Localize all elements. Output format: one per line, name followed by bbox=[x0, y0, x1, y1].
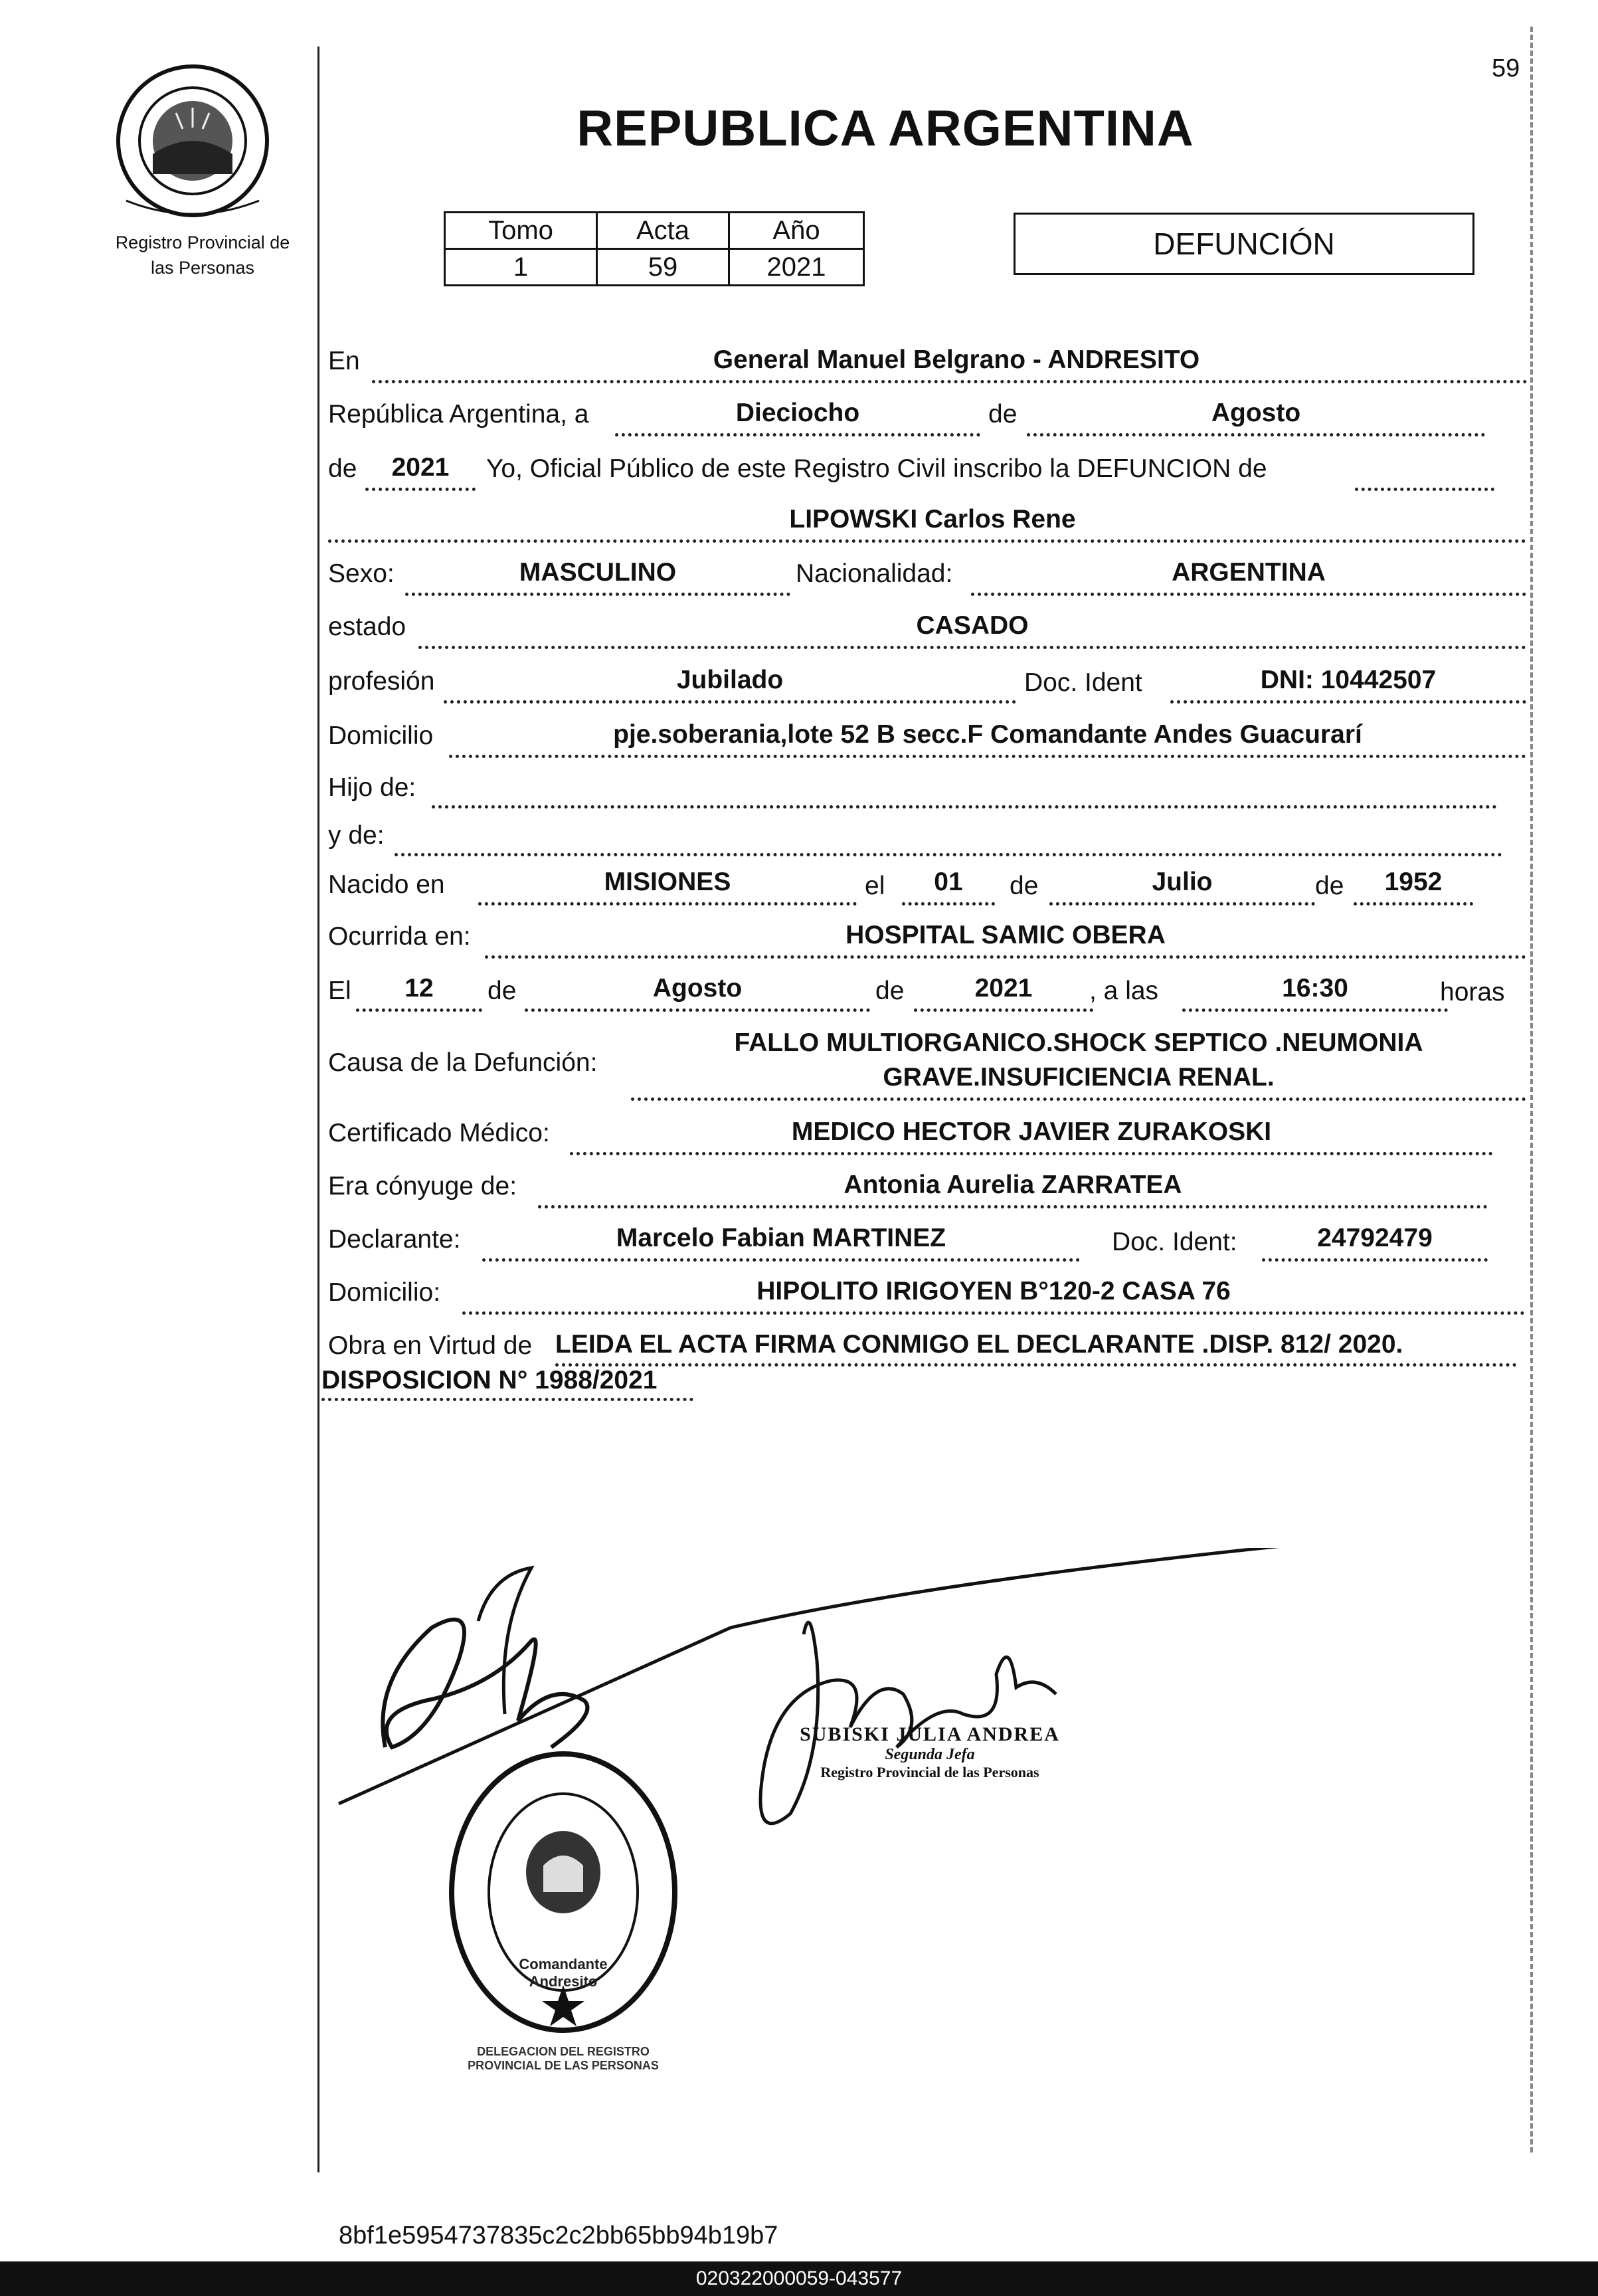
label-y-de: y de: bbox=[328, 821, 385, 850]
label-de: de bbox=[1010, 872, 1039, 900]
label-el: El bbox=[328, 977, 351, 1005]
label-declarante: Declarante: bbox=[328, 1225, 461, 1254]
record-header-tomo: Tomo bbox=[445, 213, 597, 249]
value-def-anio: 2021 bbox=[974, 974, 1033, 1003]
label-republica-a: República Argentina, a bbox=[328, 400, 589, 429]
value-profesion: Jubilado bbox=[676, 666, 784, 694]
label-domicilio: Domicilio bbox=[328, 721, 434, 750]
dotted-line bbox=[1354, 902, 1473, 906]
label-estado: estado bbox=[328, 613, 406, 641]
record-table bbox=[444, 211, 865, 286]
seal-ring-text: DELEGACION DEL REGISTRO PROVINCIAL DE LAS PERSONAS bbox=[468, 2045, 659, 2072]
signer-name: SUBISKI JULIA ANDREA bbox=[800, 1723, 1060, 1745]
value-causa-line1: FALLO MULTIORGANICO.SHOCK SEPTICO .NEUMONIA bbox=[734, 1028, 1423, 1057]
value-declarante: Marcelo Fabian MARTINEZ bbox=[616, 1224, 946, 1252]
label-hijo-de: Hijo de: bbox=[328, 773, 416, 802]
record-value-tomo: 1 bbox=[445, 249, 597, 286]
registry-caption-line2: las Personas bbox=[150, 258, 255, 278]
page-number: 59 bbox=[1492, 54, 1520, 82]
dotted-line bbox=[321, 1398, 693, 1401]
label-certificado: Certificado Médico: bbox=[328, 1119, 550, 1147]
dotted-line bbox=[1262, 1258, 1488, 1262]
dotted-line bbox=[432, 805, 1497, 809]
label-de: de bbox=[328, 454, 357, 483]
dotted-line bbox=[418, 646, 1526, 649]
dotted-line bbox=[482, 1258, 1080, 1262]
signer-org: Registro Provincial de las Personas bbox=[820, 1764, 1039, 1780]
value-mes: Agosto bbox=[1211, 399, 1301, 427]
dotted-line bbox=[328, 539, 1526, 543]
registry-caption-line1: Registro Provincial de bbox=[115, 233, 290, 252]
dotted-line bbox=[538, 1205, 1488, 1208]
record-type-box: DEFUNCIÓN bbox=[1014, 213, 1474, 275]
value-conyuge: Antonia Aurelia ZARRATEA bbox=[843, 1171, 1182, 1199]
dotted-line bbox=[1170, 700, 1526, 704]
record-header-acta: Acta bbox=[597, 213, 729, 249]
record-header-anio: Año bbox=[729, 213, 864, 249]
value-declarante-domicilio: HIPOLITO IRIGOYEN B°120-2 CASA 76 bbox=[756, 1277, 1231, 1305]
label-de: de bbox=[1315, 872, 1344, 900]
label-de: de bbox=[488, 977, 517, 1005]
dotted-line bbox=[971, 593, 1526, 596]
dotted-line bbox=[631, 1098, 1526, 1101]
label-obra-en-virtud: Obra en Virtud de bbox=[328, 1331, 533, 1360]
dotted-line bbox=[914, 1008, 1093, 1012]
label-horas: horas bbox=[1440, 978, 1505, 1006]
label-de: de bbox=[988, 400, 1018, 429]
value-def-dia: 12 bbox=[404, 974, 434, 1003]
document-title: REPUBLICA ARGENTINA bbox=[577, 100, 1194, 157]
left-margin-line bbox=[317, 47, 319, 2172]
value-fallecido: LIPOWSKI Carlos Rene bbox=[789, 505, 1076, 533]
value-def-mes: Agosto bbox=[652, 974, 743, 1003]
dotted-line bbox=[555, 1363, 1517, 1367]
dotted-line bbox=[1355, 488, 1494, 491]
value-dia-letras: Dieciocho bbox=[735, 399, 860, 427]
record-value-acta: 59 bbox=[597, 249, 729, 286]
value-nacido-en: MISIONES bbox=[604, 868, 731, 896]
value-declarante-doc: 24792479 bbox=[1317, 1224, 1433, 1252]
value-nac-mes: Julio bbox=[1152, 868, 1213, 896]
dotted-line bbox=[405, 593, 790, 596]
dotted-line bbox=[485, 955, 1526, 959]
dotted-line bbox=[615, 433, 980, 436]
value-anio: 2021 bbox=[391, 453, 450, 482]
dotted-line bbox=[444, 700, 1016, 704]
value-lugar: General Manuel Belgrano - ANDRESITO bbox=[713, 345, 1200, 374]
value-nac-anio: 1952 bbox=[1384, 868, 1443, 896]
dotted-line bbox=[462, 1311, 1525, 1315]
label-causa: Causa de la Defunción: bbox=[328, 1048, 598, 1077]
value-ocurrida-en: HOSPITAL SAMIC OBERA bbox=[845, 921, 1166, 949]
label-a-las: , a las bbox=[1089, 977, 1159, 1005]
signer-stamp bbox=[757, 1723, 1103, 1781]
label-nacido-en: Nacido en bbox=[328, 870, 445, 899]
value-causa-line2: GRAVE.INSUFICIENCIA RENAL. bbox=[883, 1063, 1275, 1092]
dotted-line bbox=[395, 853, 1502, 856]
value-nacionalidad: ARGENTINA bbox=[1172, 558, 1326, 587]
document-hash: 8bf1e5954737835c2c2bb65bb94b19b7 bbox=[339, 2222, 778, 2249]
official-seal bbox=[444, 1746, 683, 2038]
dotted-line bbox=[570, 1152, 1493, 1155]
label-nacionalidad: Nacionalidad: bbox=[796, 559, 953, 588]
value-obra-line1: LEIDA EL ACTA FIRMA CONMIGO EL DECLARANTE .DISP. 812/ 2020. bbox=[555, 1330, 1403, 1359]
label-ocurrida-en: Ocurrida en: bbox=[328, 922, 471, 951]
dotted-line bbox=[372, 380, 1528, 383]
dotted-line bbox=[525, 1008, 870, 1012]
footer-barcode-text: 020322000059-043577 bbox=[0, 2261, 1598, 2296]
value-dni: DNI: 10442507 bbox=[1260, 666, 1437, 694]
dotted-line bbox=[1049, 902, 1315, 906]
label-en: En bbox=[328, 347, 360, 375]
dotted-line bbox=[356, 1008, 482, 1012]
record-value-anio: 2021 bbox=[729, 249, 864, 286]
value-obra-line2: DISPOSICION N° 1988/2021 bbox=[321, 1366, 658, 1394]
value-domicilio: pje.soberania,lote 52 B secc.F Comandante Andes Guacurarí bbox=[613, 720, 1362, 749]
dotted-line bbox=[1027, 433, 1485, 436]
dotted-line bbox=[902, 902, 995, 906]
value-def-hora: 16:30 bbox=[1282, 974, 1348, 1003]
signature-registrar bbox=[724, 1594, 1096, 1847]
registry-caption bbox=[93, 230, 312, 280]
label-domicilio: Domicilio: bbox=[328, 1278, 441, 1307]
label-yo-oficial: Yo, Oficial Público de este Registro Civil inscribo la DEFUNCION de bbox=[486, 454, 1267, 483]
label-de: de bbox=[875, 977, 905, 1005]
dotted-line bbox=[365, 488, 476, 491]
seal-center-text: Comandante Andresito bbox=[519, 1956, 608, 1990]
signer-role: Segunda Jefa bbox=[885, 1746, 975, 1763]
label-conyuge: Era cónyuge de: bbox=[328, 1172, 517, 1200]
value-estado: CASADO bbox=[916, 611, 1029, 640]
label-doc-ident: Doc. Ident bbox=[1024, 668, 1142, 697]
value-sexo: MASCULINO bbox=[519, 558, 677, 587]
label-sexo: Sexo: bbox=[328, 559, 395, 588]
dotted-line bbox=[1182, 1008, 1448, 1012]
value-nac-dia: 01 bbox=[934, 868, 963, 896]
dotted-line bbox=[478, 902, 857, 906]
label-el: el bbox=[865, 872, 885, 900]
dotted-line bbox=[449, 755, 1526, 758]
label-doc-ident: Doc. Ident: bbox=[1112, 1228, 1237, 1256]
label-profesion: profesión bbox=[328, 667, 435, 696]
value-certificado: MEDICO HECTOR JAVIER ZURAKOSKI bbox=[791, 1117, 1272, 1146]
